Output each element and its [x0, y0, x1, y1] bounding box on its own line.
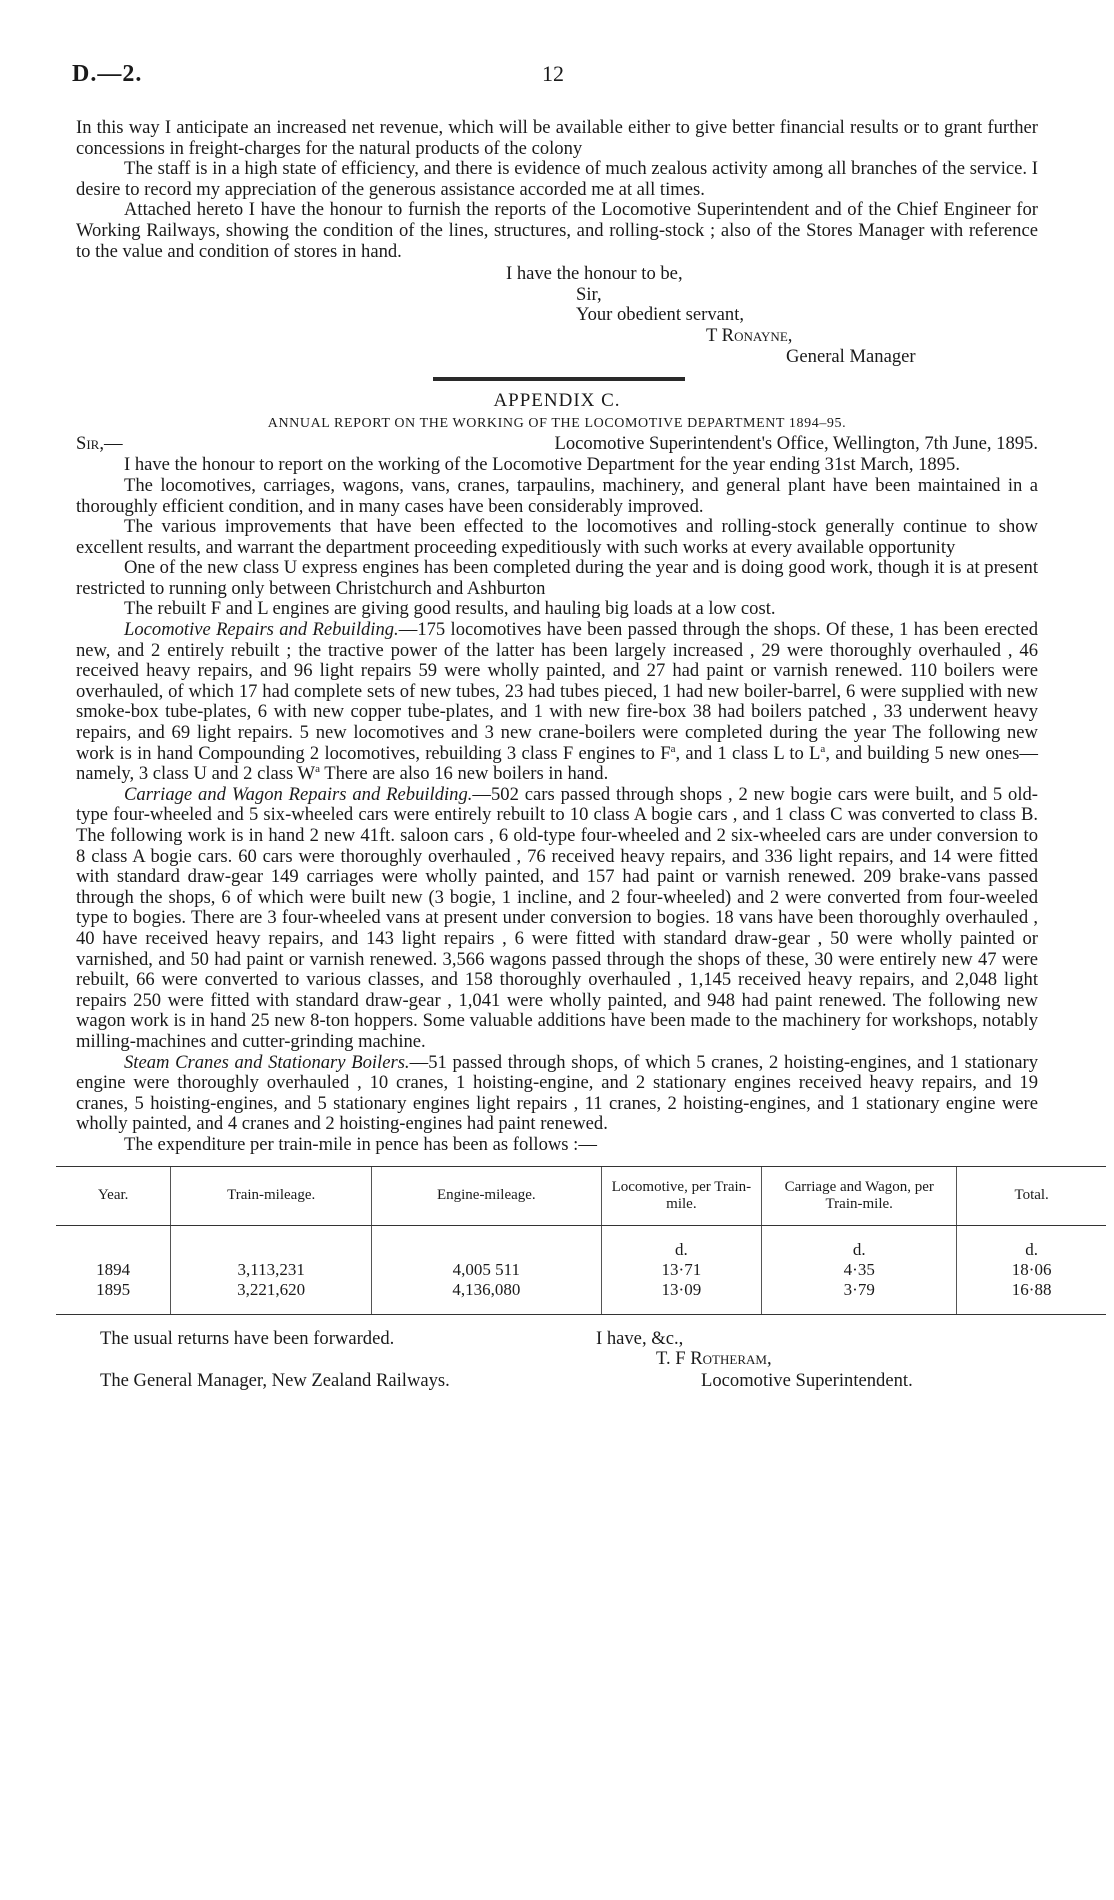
table-cell: 3,113,231	[171, 1260, 372, 1280]
table-cell: 3,221,620	[171, 1280, 372, 1315]
appendix-title: APPENDIX C.	[493, 390, 621, 412]
column-header: Engine-mileage.	[372, 1166, 602, 1225]
table-cell: 1894	[96, 1259, 131, 1279]
expenditure-table	[56, 1166, 1106, 1315]
body-text	[76, 117, 1052, 1393]
section-divider	[76, 367, 1038, 389]
table-cell: 13·09	[601, 1280, 762, 1315]
column-header: Locomotive, per Train-mile.	[601, 1166, 762, 1225]
report-paragraph: One of the new class U express engines has been completed during the year and is doing good work, though it is at present restricted to running only between Christchurch and Ashburton	[76, 557, 1038, 599]
expenditure-intro: The expenditure per train-mile in pence has been as follows :—	[124, 1133, 597, 1155]
salutation-line	[76, 434, 1038, 455]
steam-cranes-paragraph: Steam Cranes and Stationary Boilers.—51 passed through shops, of which 5 cranes, 2 hoisting-engines, and 1 stationary engine were thoroughly overhauled , 10 cranes, 1 hoisting-engine, and 2 stationary engines received heavy repairs, and 19 cranes, 5 hoisting-engines, and 5 stationary engines light repairs , 11 cranes, 2 hoisting-engines, and 1 stationary engine were wholly painted, and 4 cranes and 2 hoisting-engines had paint renewed.	[76, 1051, 1038, 1135]
salutation: Sir,—	[76, 433, 123, 455]
addressee: The General Manager, New Zealand Railways.	[100, 1369, 450, 1391]
locomotive-repairs-paragraph: Locomotive Repairs and Rebuilding.—175 locomotives have been passed through the shops. Of these, 1 has been erected new, and 2 entirely rebuilt ; the tractive power of the latter has been largely increased , 29 were thoroughly overhauled , 46 received heavy repairs, and 96 light repairs 59 were wholly painted, and 27 had paint or varnish renewed. 110 boilers were overhauled, of which 17 had complete sets of new tubes, 23 had tubes pieced, 1 had new boiler-barrel, 6 were supplied with new smoke-box tube-plates, 6 with new copper tube-plates, and 1 with new fire-box 38 had boilers patched , 33 underwent heavy repairs, and 69 light repairs. 5 new locomotives and 3 new crane-boilers were completed during the year The following new work is in hand Compounding 2 locomotives, rebuilding 3 class F engines to $F^a$, and 1 class L to $L^a$, and building 5 new ones—namely, 3 class U and 2 class $W^a$ There are also 16 new boilers in hand.	[76, 619, 1039, 785]
table-cell: 4,005 511	[372, 1260, 602, 1280]
signatory-title: General Manager	[786, 345, 916, 367]
intro-paragraph: Attached hereto I have the honour to furnish the reports of the Locomotive Superintendent and of the Chief Engineer for Working Railways, showing the condition of the lines, structures, and rolling-stock ; also of the Stores Manager with reference to the value and condition of stores in hand.	[76, 199, 1038, 262]
closing-phrase: I have, &c.,	[596, 1327, 684, 1349]
table-cell: 1895	[56, 1280, 171, 1315]
column-header: Train-mileage.	[171, 1166, 372, 1225]
report-paragraph: The locomotives, carriages, wagons, vans, cranes, tarpaulins, machinery, and general plant have been maintained in a thoroughly efficient condition, and in many cases have been considerably improved.	[76, 474, 1038, 517]
report-title: ANNUAL REPORT ON THE WORKING OF THE LOCOMOTIVE DEPARTMENT 1894–95.	[267, 415, 847, 431]
closing-line: Sir,	[576, 283, 602, 305]
report-footer	[76, 1323, 1038, 1393]
signature: T Ronayne,	[706, 324, 793, 346]
units-row	[56, 1225, 1106, 1260]
unit-label: d.	[762, 1225, 957, 1260]
report-paragraph: The rebuilt F and L engines are giving good results, and hauling big loads at a low cost.	[124, 598, 776, 620]
column-header: Carriage and Wagon, per Train-mile.	[762, 1166, 957, 1225]
unit-label: d.	[601, 1225, 762, 1260]
report-paragraph: I have the honour to report on the working of the Locomotive Department for the year ending 31st March, 1895.	[124, 454, 960, 476]
table-row	[56, 1280, 1106, 1315]
carriage-wagon-paragraph: Carriage and Wagon Repairs and Rebuilding.—502 cars passed through shops , 2 new bogie cars were built, and 5 old-type four-wheeled and 5 six-wheeled cars were entirely rebuilt to 10 class A bogie cars , and 1 class C was converted to class B. The following work is in hand 2 new 41ft. saloon cars , 6 old-type four-wheeled and 2 six-wheeled cars are under conversion to 8 class A bogie cars. 60 cars were thoroughly overhauled , 76 received heavy repairs, and 336 light repairs, and 14 were fitted with standard draw-gear 149 carriages were wholly painted, and 157 had paint or varnish renewed. 209 brake-vans passed through the shops, 6 of which were built new (3 bogie, 1 incline, and 2 four-wheeled) and 2 were converted from four-weeled type to bogies. There are 3 four-wheeled vans at present under conversion to bogies. 18 vans have been thoroughly overhauled , 40 have received heavy repairs, and 143 light repairs , 6 were fitted with standard draw-gear , 50 were wholly painted or varnished, and 50 had paint or varnish renewed. 3,566 wagons passed through the shops of these, 30 were entirely new 47 were rebuilt, 66 were converted to various classes, and 158 thoroughly overhauled , 1,145 received heavy repairs, and 2,048 light repairs 250 were fitted with standard draw-gear , 1,041 were wholly painted, and 948 had paint renewed. The following new wagon work is in hand 25 new 8-ton hoppers. Some valuable additions have been made to the machinery for workshops, notably milling-machines and cutter-grinding machine.	[76, 783, 1038, 1052]
section-lead: Carriage and Wagon Repairs and Rebuilding.	[124, 783, 473, 805]
table-cell: 18·06	[957, 1260, 1106, 1280]
signature: T. F Rotheram,	[656, 1347, 772, 1369]
intro-paragraph: The staff is in a high state of efficiency, and there is evidence of much zealous activity among all branches of the service. I desire to record my appreciation of the generous assistance accorded me at all times.	[76, 158, 1038, 200]
table-cell: 4·35	[762, 1260, 957, 1280]
table-cell: 13·71	[601, 1260, 762, 1280]
table-cell: 4,136,080	[372, 1280, 602, 1315]
table-row	[56, 1260, 1106, 1280]
closing-line: I have the honour to be,	[506, 263, 683, 285]
signatory-title: Locomotive Superintendent.	[701, 1369, 913, 1391]
section-lead: Locomotive Repairs and Rebuilding.	[124, 619, 399, 641]
office-dateline: Locomotive Superintendent's Office, Wellington, 7th June, 1895.	[554, 433, 1038, 455]
closing-line: Your obedient servant,	[576, 304, 745, 326]
column-header: Year.	[56, 1166, 171, 1225]
table-cell: 3·79	[762, 1280, 957, 1315]
letter-closing	[76, 264, 1038, 367]
document-code: D.—2.	[72, 61, 143, 87]
returns-note: The usual returns have been forwarded.	[100, 1327, 395, 1349]
intro-paragraph: In this way I anticipate an increased net revenue, which will be available either to give better financial results or to grant further concessions in freight-charges for the natural products of the colony	[76, 117, 1038, 159]
column-header: Total.	[957, 1166, 1106, 1225]
page-number: 12	[542, 61, 564, 86]
unit-label: d.	[957, 1225, 1106, 1260]
table-cell: 16·88	[957, 1280, 1106, 1315]
section-lead: Steam Cranes and Stationary Boilers.	[124, 1051, 410, 1073]
report-paragraph: The various improvements that have been effected to the locomotives and rolling-stock generally continue to show excellent results, and warrant the department proceeding expeditiously with such works at every available opportunity	[76, 516, 1038, 558]
page-header	[72, 61, 1042, 94]
